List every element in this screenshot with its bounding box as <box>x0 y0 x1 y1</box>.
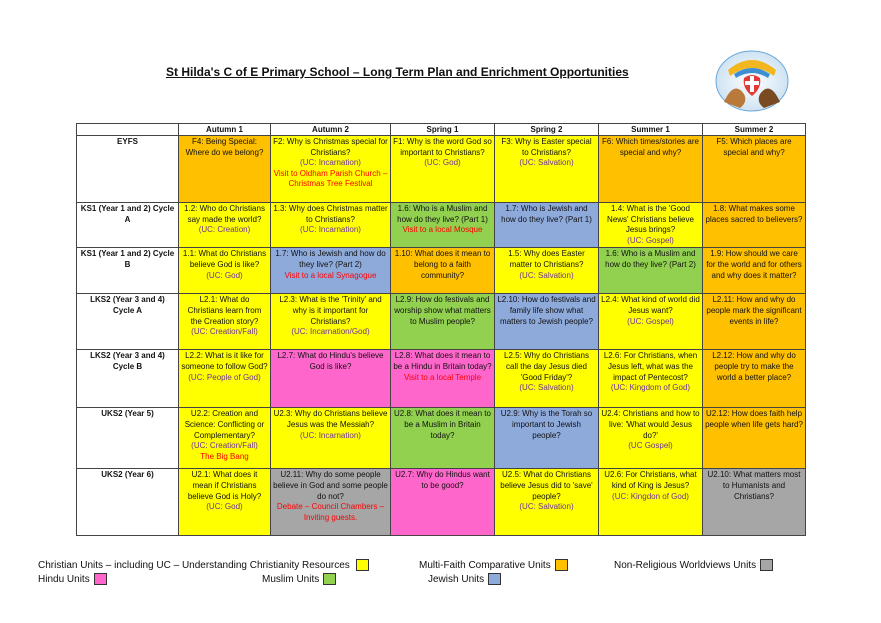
uc-concept: (UC: Salvation) <box>519 270 574 280</box>
unit-question: U2.3: Why do Christians believe Jesus was the Messiah? <box>273 409 388 429</box>
unit-question: F3: Why is Easter special to Christians? <box>501 137 592 157</box>
unit-cell <box>703 408 806 469</box>
unit-cell <box>495 350 599 408</box>
uc-concept: (UC: People of God) <box>188 372 261 382</box>
header-spring-1: Spring 1 <box>391 124 495 136</box>
enrichment-visit: Visit to a local Synagogue <box>284 270 377 280</box>
header-corner <box>77 124 179 136</box>
legend-christian-label: Christian Units – including UC – Understanding Christianity Resources <box>38 559 350 571</box>
unit-question: 1.1: What do Christians believe God is like? <box>182 249 267 269</box>
unit-question: L2.12: How and why do people try to make the world a better place? <box>712 351 796 382</box>
unit-question: L2.8: What does it mean to be a Hindu in Britain today? <box>393 351 492 371</box>
header-autumn-2: Autumn 2 <box>271 124 391 136</box>
unit-cell <box>179 294 271 350</box>
uc-concept: (UC: Salvation) <box>519 502 574 512</box>
unit-cell <box>271 469 391 536</box>
unit-question: L2.2: What is it like for someone to follow God? <box>181 351 268 371</box>
unit-question: U2.1: What does it mean if Christians believe God is Holy? <box>187 470 262 501</box>
unit-cell <box>179 136 271 203</box>
legend-nonrel-swatch <box>760 559 773 571</box>
unit-cell <box>179 408 271 469</box>
uc-concept: (UC: Incarnation) <box>300 225 361 235</box>
uc-concept: (UC: Creation/Fall) <box>191 327 258 337</box>
enrichment-visit: Visit to a local Mosque <box>402 225 483 235</box>
unit-cell <box>179 248 271 294</box>
unit-cell <box>599 469 703 536</box>
uc-concept: (UC: Creation/Fall) <box>191 441 258 451</box>
unit-question: 1.6: Who is a Muslim and how do they live? (Part 2) <box>605 249 696 269</box>
unit-cell <box>271 203 391 248</box>
unit-question: F6: Which times/stories are special and why? <box>602 137 699 157</box>
legend-jewish-swatch <box>488 573 501 585</box>
legend-jewish-label: Jewish Units <box>428 573 485 585</box>
uc-concept: (UC: Incarnation) <box>300 158 361 168</box>
legend-hindu-label: Hindu Units <box>38 573 90 585</box>
unit-cell <box>271 350 391 408</box>
legend-multi <box>419 559 568 571</box>
uc-concept: (UC: Gospel) <box>627 316 674 326</box>
unit-question: 1.6: Who is a Muslim and how do they live? (Part 1) <box>397 204 488 224</box>
unit-cell <box>271 248 391 294</box>
unit-cell <box>271 294 391 350</box>
unit-cell <box>703 203 806 248</box>
unit-question: F1: Why is the word God so important to Christians? <box>393 137 492 157</box>
unit-cell <box>391 203 495 248</box>
unit-cell <box>703 136 806 203</box>
unit-question: 1.8: What makes some places sacred to believers? <box>705 204 803 224</box>
unit-question: F4: Being Special: Where do we belong? <box>185 137 264 157</box>
unit-cell <box>495 408 599 469</box>
legend-jewish <box>428 573 501 585</box>
legend-christian-swatch <box>356 559 369 571</box>
uc-concept: (UC: Salvation) <box>519 158 574 168</box>
row-label: UKS2 (Year 6) <box>77 469 179 536</box>
row-label: KS1 (Year 1 and 2) Cycle A <box>77 203 179 248</box>
unit-question: 1.7: Who is Jewish and how do they live? (Part 2) <box>275 249 386 269</box>
unit-cell <box>391 294 495 350</box>
unit-question: U2.10: What matters most to Humanists and Christians? <box>707 470 801 501</box>
header-summer-1: Summer 1 <box>599 124 703 136</box>
unit-question: F2: Why is Christmas special for Christians? <box>273 137 388 157</box>
uc-concept: (UC: God) <box>206 270 243 280</box>
row-label: UKS2 (Year 5) <box>77 408 179 469</box>
unit-cell <box>391 408 495 469</box>
legend-muslim <box>262 573 336 585</box>
unit-cell <box>599 136 703 203</box>
uc-concept: (UC: Salvation) <box>519 383 574 393</box>
enrichment-visit: Debate – Council Chambers – Inviting guests. <box>276 502 385 522</box>
unit-cell <box>271 408 391 469</box>
unit-cell <box>179 350 271 408</box>
legend-nonrel-label: Non-Religious Worldviews Units <box>614 559 757 571</box>
unit-cell <box>391 248 495 294</box>
legend-muslim-label: Muslim Units <box>262 573 320 585</box>
table-row <box>77 203 806 248</box>
row-label: LKS2 (Year 3 and 4) Cycle B <box>77 350 179 408</box>
row-label: EYFS <box>77 136 179 203</box>
unit-cell <box>703 248 806 294</box>
unit-question: U2.2: Creation and Science: Conflicting or Complementary? <box>184 409 265 440</box>
uc-concept: (UC: Creation) <box>198 225 251 235</box>
unit-question: L2.11: How and why do people mark the significant events in life? <box>706 295 802 326</box>
unit-question: U2.5: What do Christians believe Jesus did to 'save' people? <box>500 470 593 501</box>
uc-concept: (UC: Incarnation) <box>300 430 361 440</box>
unit-cell <box>495 469 599 536</box>
unit-cell <box>179 203 271 248</box>
legend-muslim-swatch <box>323 573 336 585</box>
unit-question: L2.3: What is the 'Trinity' and why is it important for Christians? <box>279 295 382 326</box>
unit-cell <box>271 136 391 203</box>
uc-concept: (UC Gospel) <box>628 441 673 451</box>
uc-concept: (UC: Kingdon of God) <box>612 491 689 501</box>
table-row <box>77 469 806 536</box>
row-label: KS1 (Year 1 and 2) Cycle B <box>77 248 179 294</box>
unit-cell <box>391 136 495 203</box>
page-title: St Hilda's C of E Primary School – Long Term Plan and Enrichment Opportunities <box>166 65 629 79</box>
unit-cell <box>391 469 495 536</box>
enrichment-visit: Visit to Oldham Parish Church – Christmas Tree Festival <box>273 168 388 189</box>
unit-question: L2.4: What kind of world did Jesus want? <box>601 295 700 315</box>
unit-question: U2.11: Why do some people believe in God and some people do not? <box>273 470 388 501</box>
legend-multi-swatch <box>555 559 568 571</box>
legend-hindu <box>38 573 107 585</box>
unit-question: L2.6: For Christians, when Jesus left, what was the impact of Pentecost? <box>603 351 698 382</box>
header-spring-2: Spring 2 <box>495 124 599 136</box>
unit-cell <box>703 469 806 536</box>
unit-question: U2.8: What does it mean to be a Muslim in Britain today? <box>394 409 491 440</box>
school-crest-icon <box>714 50 790 112</box>
unit-cell <box>703 350 806 408</box>
legend-hindu-swatch <box>94 573 107 585</box>
uc-concept: (UC: Incarnation/God) <box>291 327 370 337</box>
unit-cell <box>599 350 703 408</box>
unit-question: L2.5: Why do Christians call the day Jesus died 'Good Friday'? <box>504 351 589 382</box>
enrichment-visit: Visit to a local Temple <box>403 372 482 382</box>
unit-cell <box>495 136 599 203</box>
legend-nonrel <box>614 559 773 571</box>
unit-question: 1.10: What does it mean to belong to a faith community? <box>394 249 491 280</box>
uc-concept: (UC: Gospel) <box>627 235 674 245</box>
unit-cell <box>495 248 599 294</box>
unit-question: 1.3: Why does Christmas matter to Christians? <box>273 204 388 224</box>
header-summer-2: Summer 2 <box>703 124 806 136</box>
enrichment-visit: The Big Bang <box>200 451 249 461</box>
unit-question: U2.6: For Christians, what kind of King is Jesus? <box>604 470 697 490</box>
unit-cell <box>703 294 806 350</box>
header-row <box>77 124 806 136</box>
table-row <box>77 136 806 203</box>
unit-cell <box>495 294 599 350</box>
unit-cell <box>599 294 703 350</box>
unit-question: 1.4: What is the 'Good News' Christians believe Jesus brings? <box>607 204 694 235</box>
unit-cell <box>391 350 495 408</box>
unit-question: 1.7: Who is Jewish and how do they live? (Part 1) <box>501 204 592 224</box>
uc-concept: (UC: Kingdom of God) <box>610 383 691 393</box>
unit-question: U2.4: Christians and how to live: 'What would Jesus do?' <box>601 409 700 440</box>
unit-question: U2.9: Why is the Torah so important to Jewish people? <box>500 409 593 440</box>
uc-concept: (UC: God) <box>424 158 461 168</box>
unit-question: L2.7: What do Hindu's believe God is like? <box>277 351 384 371</box>
legend-multi-label: Multi-Faith Comparative Units <box>419 559 551 571</box>
unit-question: L2.1: What do Christians learn from the Creation story? <box>187 295 262 326</box>
uc-concept: (UC: God) <box>206 502 243 512</box>
legend-christian <box>38 559 369 571</box>
unit-cell <box>179 469 271 536</box>
table-row <box>77 248 806 294</box>
unit-question: L2.10: How do festivals and family life show what matters to Jewish people? <box>497 295 596 326</box>
table-row <box>77 294 806 350</box>
row-label: LKS2 (Year 3 and 4) Cycle A <box>77 294 179 350</box>
unit-cell <box>495 203 599 248</box>
unit-question: 1.9: How should we care for the world and for others and why does it matter? <box>706 249 802 280</box>
unit-question: L2.9: How do festivals and worship show what matters to Muslim people? <box>394 295 491 326</box>
unit-question: U2.12: How does faith help people when life gets hard? <box>705 409 803 429</box>
unit-question: F5: Which places are special and why? <box>716 137 792 157</box>
unit-question: 1.5: Why does Easter matter to Christians? <box>508 249 585 269</box>
unit-question: U2.7: Why do Hindus want to be good? <box>395 470 490 490</box>
table-row <box>77 350 806 408</box>
header-autumn-1: Autumn 1 <box>179 124 271 136</box>
unit-cell <box>599 408 703 469</box>
unit-cell <box>599 203 703 248</box>
unit-question: 1.2: Who do Christians say made the world? <box>184 204 265 224</box>
long-term-plan-table <box>76 123 806 536</box>
table-row <box>77 408 806 469</box>
unit-cell <box>599 248 703 294</box>
